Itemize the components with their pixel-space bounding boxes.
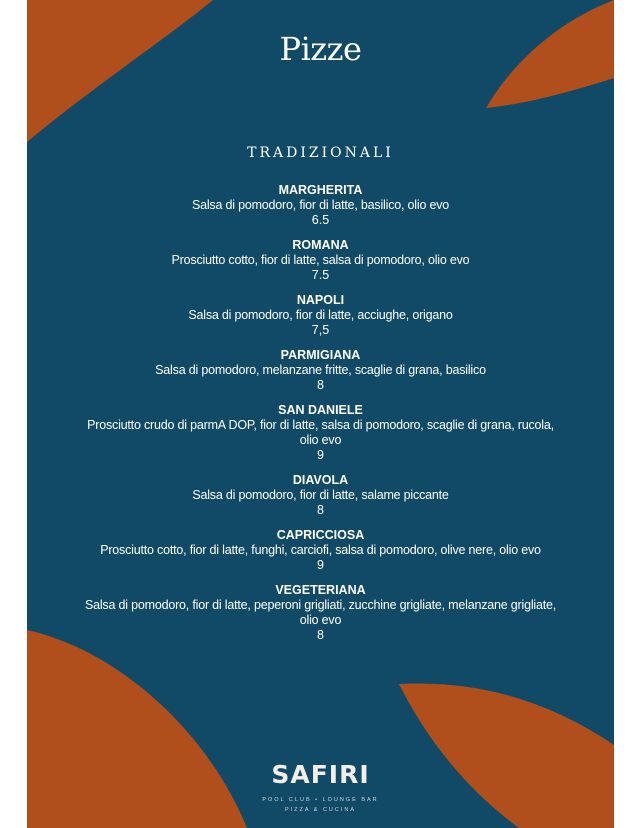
- item-description: Salsa di pomodoro, fior di latte, acciughe, origano: [188, 308, 453, 322]
- item-name: ROMANA: [292, 238, 349, 252]
- menu-item: [77, 183, 564, 228]
- item-name: NAPOLI: [296, 293, 345, 307]
- item-description: Prosciutto cotto, fior di latte, salsa di pomodoro, olio evo: [171, 253, 470, 267]
- brand-subtagline: PIZZA & CUCINA: [284, 807, 357, 813]
- item-name: MARGHERITA: [278, 183, 363, 197]
- menu-item: [77, 238, 564, 283]
- menu-item: [77, 403, 564, 463]
- item-price: 8: [317, 503, 324, 517]
- item-name: SAN DANIELE: [278, 403, 363, 417]
- brand-logo: SAFIRI: [271, 760, 370, 789]
- item-description: Salsa di pomodoro, fior di latte, peperoni grigliati, zucchine grigliate, melanzane grigliate, olio evo: [84, 598, 557, 627]
- item-name: VEGETERIANA: [275, 583, 366, 597]
- page-title: Pizze: [279, 30, 362, 68]
- item-price: 8: [317, 628, 324, 642]
- item-name: DIAVOLA: [292, 473, 349, 487]
- item-description: Prosciutto cotto, fior di latte, funghi, carciofi, salsa di pomodoro, olive nere, olio evo: [100, 543, 541, 557]
- menu-item: [77, 583, 564, 643]
- section-title: TRADIZIONALI: [247, 145, 394, 161]
- item-description: Salsa di pomodoro, fior di latte, basilico, olio evo: [191, 198, 450, 212]
- item-price: 9: [317, 558, 324, 572]
- menu-item: [77, 528, 564, 573]
- menu-item: [77, 348, 564, 393]
- item-price: 8: [317, 378, 324, 392]
- menu-item: [77, 473, 564, 518]
- item-description: Prosciutto crudo di parmA DOP, fior di latte, salsa di pomodoro, scaglie di grana, rucola, olio evo: [87, 418, 554, 447]
- item-price: 9: [317, 448, 324, 462]
- brand-tagline: POOL CLUB • LOUNGE BAR: [262, 797, 379, 803]
- item-price: 7,5: [311, 323, 330, 337]
- item-price: 7.5: [311, 268, 330, 282]
- item-description: Salsa di pomodoro, melanzane fritte, scaglie di grana, basilico: [155, 363, 486, 377]
- item-price: 6.5: [311, 213, 330, 227]
- item-name: PARMIGIANA: [280, 348, 361, 362]
- item-name: CAPRICCIOSA: [276, 528, 365, 542]
- menu-list: [77, 183, 564, 653]
- menu-item: [77, 293, 564, 338]
- item-description: Salsa di pomodoro, fior di latte, salame piccante: [192, 488, 449, 502]
- leaf-shape-top-left: [27, 0, 213, 142]
- menu-page: [27, 0, 614, 828]
